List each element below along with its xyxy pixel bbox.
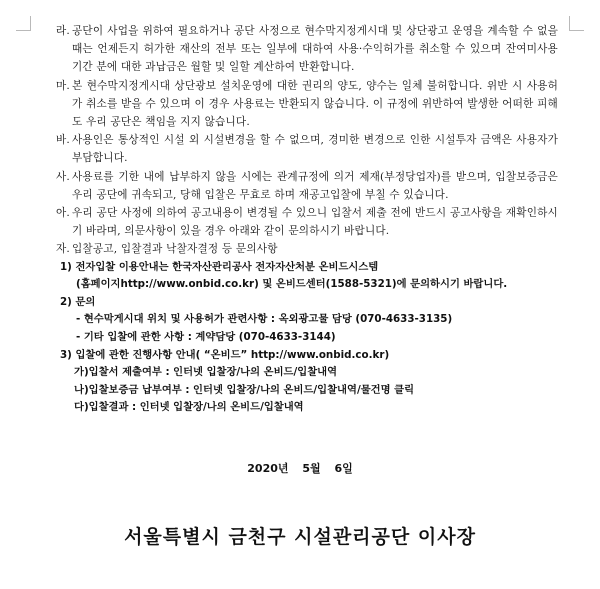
inquiry-item-3-heading: 3) 입찰에 관한 진행사항 안내( “온비드” http://www.onbid.co.kr) (60, 348, 390, 361)
paragraph-marker: 마. (56, 79, 71, 92)
paragraph-ma (56, 77, 558, 132)
paragraph-marker: 자. (56, 243, 71, 256)
paragraph-text: 사용인은 통상적인 시설 외 시설변경을 할 수 없으며, 경미한 변경으로 인한 시설투자 금액은 사용자가 부담합니다. (72, 134, 558, 165)
paragraph-marker: 아. (56, 207, 71, 220)
paragraph-sa (56, 168, 558, 204)
inquiry-item-2-heading: 2) 문의 (60, 295, 96, 308)
paragraph-a (56, 204, 558, 240)
issuer-signature-line: 서울특별시 금천구 시설관리공단 이사장 (124, 526, 476, 548)
inquiry-contact-banner: - 현수막게시대 위치 및 사용허가 관련사항 : 옥외광고물 담당 (070-4633-3135) (76, 313, 453, 326)
inquiry-contact-contract: - 기타 입찰에 관한 사항 : 계약담당 (070-4633-3144) (76, 331, 336, 344)
notice-body (56, 22, 558, 417)
paragraph-ba (56, 131, 558, 167)
paragraph-ja (56, 240, 558, 258)
inquiry-item-3-b: 나)입찰보증금 납부여부 : 인터넷 입찰장/나의 온비드/입찰내역/물건명 클릭 (74, 383, 415, 396)
paragraph-ra (56, 22, 558, 77)
page-corner-mark (16, 16, 31, 31)
notice-date: 2020년 5월 6일 (247, 462, 353, 475)
paragraph-marker: 바. (56, 134, 71, 147)
paragraph-marker: 라. (56, 25, 71, 37)
page-corner-mark (569, 16, 584, 31)
paragraph-text: 공단이 사업을 위하여 필요하거나 공단 사정으로 현수막지정게시대 및 상단광고 운영을 계속할 수 없을 때는 언제든지 허가한 재산의 전부 또는 일부에 대하여 사용·수익허가를 취소할 수 있으며 잔여미사용 기간 분에 대한 과납금은 월할 및 일할 계산하여 반환합니다. (72, 25, 558, 74)
paragraph-text: 입찰공고, 입찰결과 낙찰자결정 등 문의사항 (72, 243, 278, 256)
inquiry-item-3-a: 가)입찰서 제출여부 : 인터넷 입찰장/나의 온비드/입찰내역 (74, 366, 338, 379)
paragraph-text: 본 현수막지정게시대 상단광보 설치운영에 대한 권리의 양도, 양수는 일체 불허합니다. 위반 시 사용허가 취소를 받을 수 있으며 이 경우 사용료는 반환되지 않습니다. 이 규정에 위반하여 발생한 어떠한 피해도 우리 공단은 책임을 지지 않습니다. (72, 79, 558, 129)
inquiry-item-3-c: 다)입찰결과 : 인터넷 입찰장/나의 온비드/입찰내역 (74, 401, 304, 414)
inquiry-item-1-line-1: 1) 전자입찰 이용안내는 한국자산관리공사 전자자산처분 온비드시스템 (60, 260, 379, 273)
paragraph-text: 사용료를 기한 내에 납부하지 않을 시에는 관계규정에 의거 제재(부정당업자)를 받으며, 입찰보증금은 우리 공단에 귀속되고, 당해 입찰은 무효로 하며 재공고입찰에 부칠 수 있습니다. (72, 170, 558, 201)
paragraph-marker: 사. (56, 170, 71, 183)
paragraph-text: 우리 공단 사정에 의하여 공고내용이 변경될 수 있으니 입찰서 제출 전에 반드시 공고사항을 재확인하시기 바라며, 의문사항이 있을 경우 아래와 같이 문의하시기 바랍니다. (72, 207, 558, 238)
inquiry-item-1-line-2: (홈페이지http://www.onbid.co.kr) 및 온비드센터(1588-5321)에 문의하시기 바랍니다. (76, 278, 508, 291)
